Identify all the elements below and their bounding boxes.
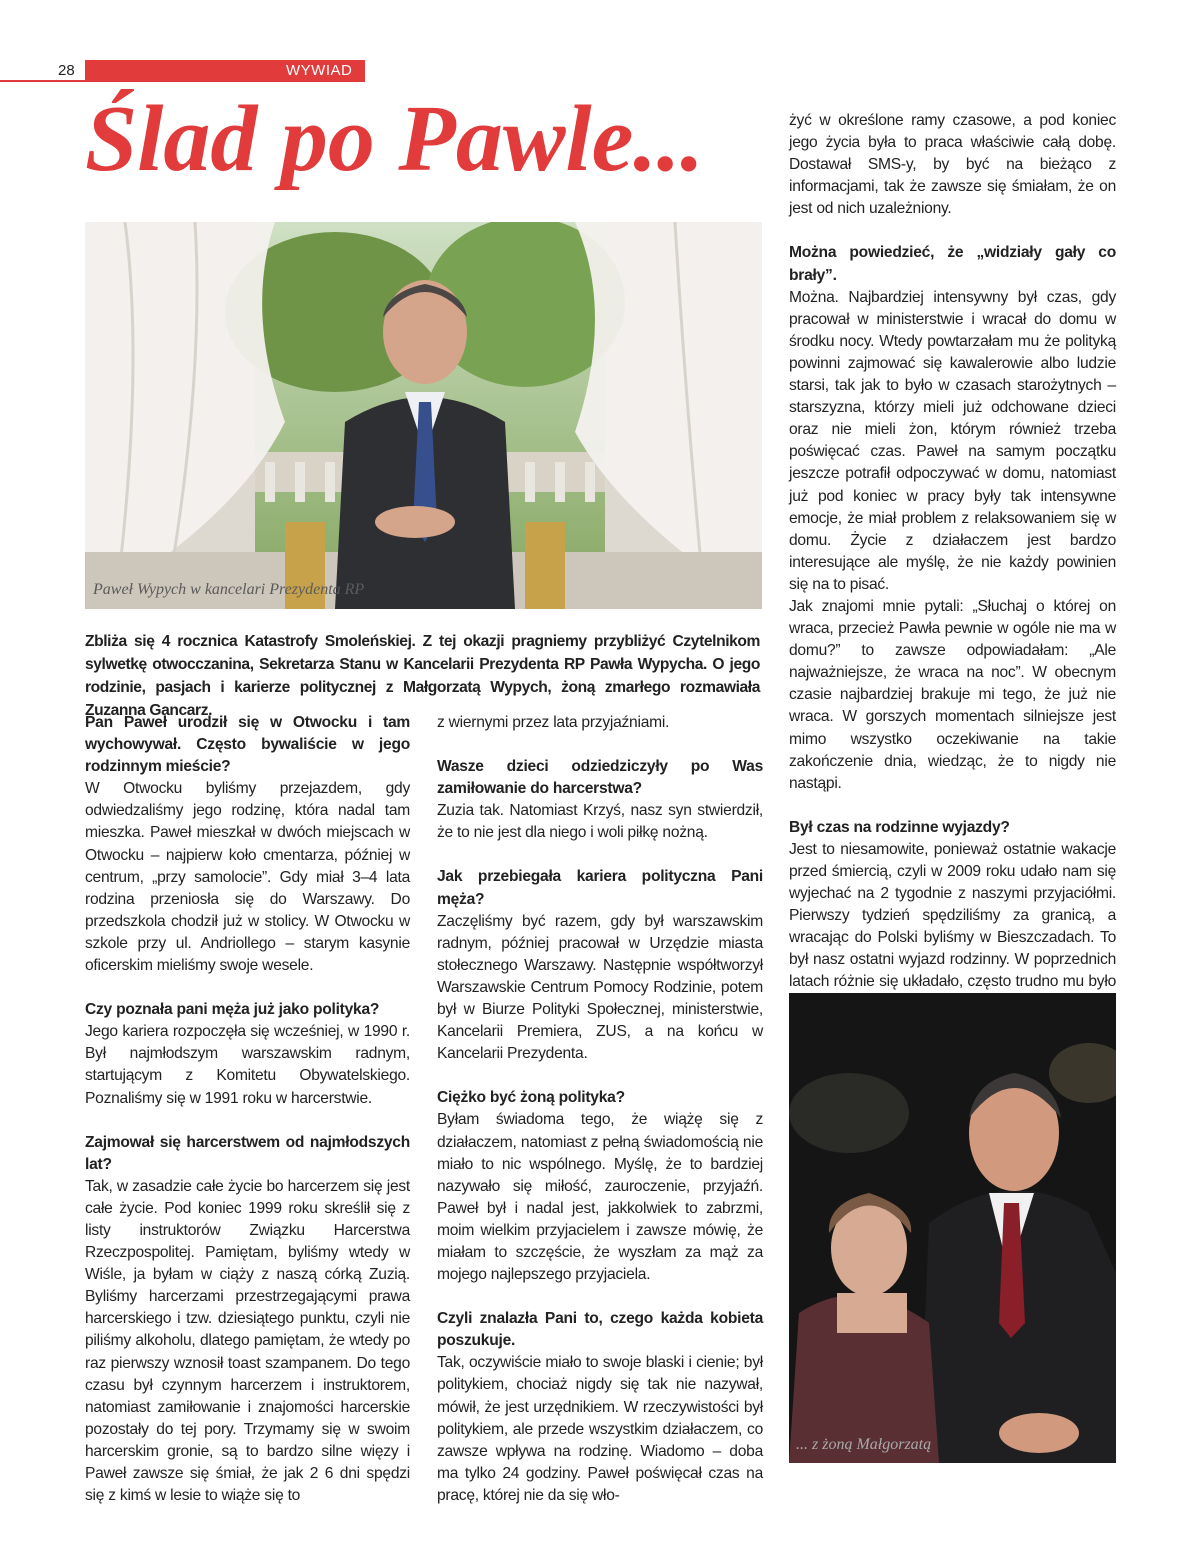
question: Jak przebiegała kariera polityczna Pani męża? [437,868,763,908]
article-title: Ślad po Pawle... [85,87,704,191]
second-photo [789,993,1116,1463]
column-3 [789,110,1116,1060]
column-1 [85,712,410,1507]
main-photo-caption: Paweł Wypych w kancelari Prezydenta RP [93,581,365,598]
answer: Tak, w zasadzie całe życie bo harcerzem się jest całe życie. Pod koniec 1999 roku skreślił się z listy instruktorów Związku Harcerstwa Rzeczpospolitej. Pamiętam, byliśmy wtedy w Wiśle, ja byłam w ciąży z naszą córką Zuzią. Byliśmy harcerzami przestrzegającymi prawa harcerskiego i tzw. dziesiątego punktu, czyli nie piliśmy alkoholu, dlatego pamiętam, że wtedy po raz pierwszy wznosił toast szampanem. Do tego czasu był czynnym harcerzem i instruktorem, natomiast zamiłowanie i znajomości harcerskie pozostały do tej pory. Trzymamy się w swoim harcerskim gronie, są to bardzo silne więzy i Paweł zawsze się śmiał, że jak 2 6 dni spędzi się z kimś w lesie to wiąże się to [85,1177,410,1505]
answer: Zuzia tak. Natomiast Krzyś, nasz syn stwierdził, że to nie jest dla niego i woli piłkę nożną. [437,802,763,842]
answer: żyć w określone ramy czasowe, a pod koniec jego życia była to praca właściwie całą dobę. Dostawał SMS-y, by być na bieżąco z informacjami, tak że zawsze się śmiałam, że on jest od nich uzależniony. [789,112,1116,218]
question: Czy poznała pani męża już jako polityka? [85,1001,380,1019]
question: Pan Paweł urodził się w Otwocku i tam wychowywał. Często bywaliście w jego rodzinnym mieście? [85,714,410,776]
question: Był czas na rodzinne wyjazdy? [789,818,1010,836]
answer: Można. Najbardziej intensywny był czas, gdy pracował w ministerstwie i wracał do domu w środku nocy. Wtedy powtarzałam mu że polityką powinni zajmować się kawalerowie albo ludzie starsi, tak jak to było w czasach starożytnych – starszyzna, którzy mieli już odchowane dzieci oraz nie mieli żon, którym również trzeba poświęcać czas. Paweł na samym początku jeszcze potrafił odpoczywać w domu, natomiast już pod koniec w pracy były tak intensywne emocje, że miał problem z relaksowaniem się w domu. Życie z działaczem jest bardzo interesujące ale myślę, że nie każdy powinien się na to pisać. [789,288,1116,593]
answer: Tak, oczywiście miało to swoje blaski i cienie; był politykiem, chociaż nigdy się tak nie nazywał, mówił, że jest urzędnikiem. W rzeczywistości był politykiem, ale przede wszystkim działaczem, co zawsze wpływa na rodzinę. Wiadomo – doba ma tylko 24 godziny. Paweł poświęcał czas na pracę, której nie da się wło- [437,1354,763,1504]
question: Można powiedzieć, że „widziały gały co brały”. [789,244,1116,284]
question: Zajmował się harcerstwem od najmłodszych lat? [85,1133,410,1173]
page-number-box [0,60,85,82]
section-label: WYWIAD [286,62,353,79]
answer: z wiernymi przez lata przyjaźniami. [437,714,670,731]
lead-paragraph: Zbliża się 4 rocznica Katastrofy Smoleńskiej. Z tej okazji pragniemy przybliżyć Czytelnikom sylwetkę otwocczanina, Sekretarza Stanu w Kancelarii Prezydenta RP Pawła Wypycha. O jego rodzinie, pasjach i karierze politycznej z Małgorzatą Wypych, żoną zmarłego rozmawiała Zuzanna Gancarz. [85,633,760,719]
second-photo-caption: ... z żoną Małgorzatą [796,1436,932,1453]
main-photo [85,222,762,609]
couple-illustration [789,993,1116,1463]
question: Ciężko być żoną polityka? [437,1089,625,1107]
page-number: 28 [58,62,75,79]
answer: Zaczęliśmy być razem, gdy był warszawskim radnym, później pracował w Urzędzie miasta stołecznego Warszawy. Następnie współtworzył Warszawskie Centrum Pomocy Rodzinie, potem był w Biurze Polityki Społecznej, ministerstwie, Kancelarii Premiera, ZUS, a na końcu w Kancelarii Prezydenta. [437,912,763,1063]
column-2 [437,712,763,1507]
question: Wasze dzieci odziedziczyły po Was zamiłowanie do harcerstwa? [437,758,763,798]
answer: Jego kariera rozpoczęła się wcześniej, w 1990 r. Był najmłodszym warszawskim radnym, startującym z Komitetu Obywatelskiego. Poznaliśmy się w 1991 roku w harcerstwie. [85,1023,410,1107]
question: Czyli znalazła Pani to, czego każda kobieta poszukuje. [437,1310,763,1350]
answer: Jest to niesamowite, ponieważ ostatnie wakacje przed śmiercią, czyli w 2009 roku udało nam się wyjechać na 2 tygodnie z naszymi przyjaciółmi. Pierwszy tydzień spędziliśmy za granicą, a wracając do Polski byliśmy w Bieszczadach. To był nasz ostatni wyjazd rodzinny. W poprzednich latach różnie się układało, często trudno mu było [789,840,1116,991]
answer: Jak znajomi mnie pytali: „Słuchaj o której on wraca, przecież Pawła pewnie w ogóle nie ma w domu?” to zawsze odpowiadałam: „Ale najważniejsze, że wraca na noc”. W obecnym czasie najbardziej brakuje mi tego, że już nie wraca. W gorszych momentach silniejsze jest mimo wszystko oczekiwanie na takie zakończenie dnia, wiedząc, że to nigdy nie nastąpi. [789,597,1116,792]
portrait-illustration [85,222,762,609]
answer: Byłam świadoma tego, że wiążę się z działaczem, natomiast z pełną świadomością nie miało to nic wspólnego. Myślę, że to bardziej nazywało się miłość, zauroczenie, przyjaźń. Paweł był i nadal jest, jakkolwiek to zabrzmi, moim wielkim przyjacielem i zawsze mówię, że miałam to szczęście, że wyszłam za mąż za mojego najlepszego przyjaciela. [437,1111,763,1284]
answer: W Otwocku byliśmy przejazdem, gdy odwiedzaliśmy jego rodzinę, która nadal tam mieszka. Paweł mieszkał w dwóch miejscach w Otwocku – najpierw koło cmentarza, później w centrum, „przy samolocie”. Gdy miał 3–4 lata rodzina przeniosła się do Warszawy. Do przedszkola chodził już w stolicy. W Otwocku w szkole przy ul. Andriollego – starym kasynie oficerskim mieliśmy swoje wesele. [85,780,410,975]
